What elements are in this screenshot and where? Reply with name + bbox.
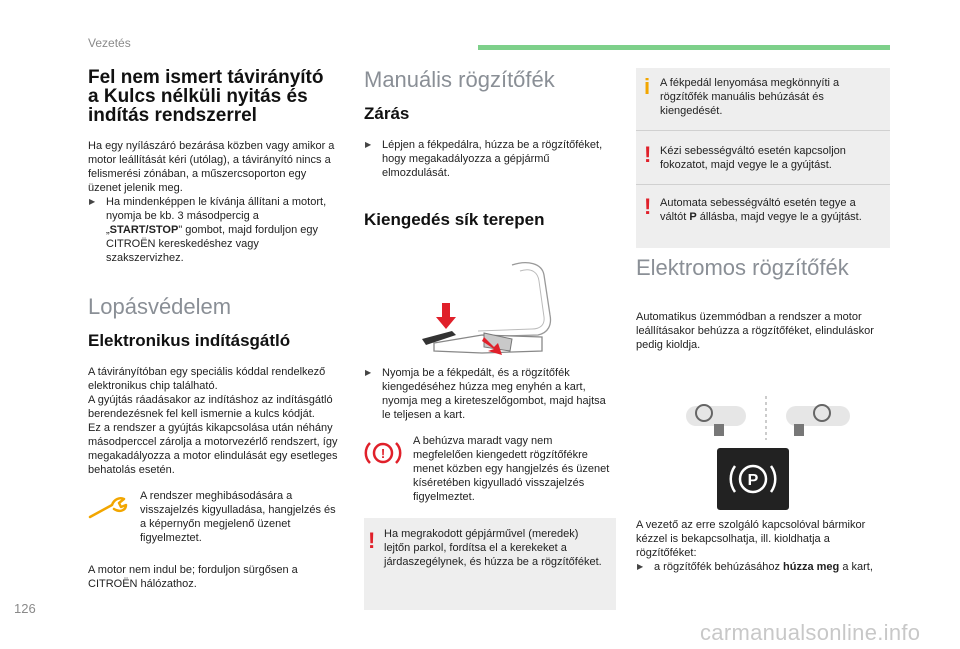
divider [636, 184, 890, 185]
dashboard-illustration [686, 396, 856, 436]
key-not-recognized-bullet: ▶ Ha mindenképpen le kívánja állítani a motort, nyomja be kb. 3 másodpercig a „START/STOP" gombot, majd forduljon egy CITROËN kereskedéshez vagy szakszervizhez. [88, 195, 338, 265]
electric-brake-bullet: ▶ a rögzítőfék behúzásához húzza meg a kart, [636, 560, 890, 574]
divider [636, 130, 890, 131]
notes-box [636, 68, 890, 248]
switch-label: P [747, 472, 759, 489]
electric-brake-body-2: A vezető az erre szolgáló kapcsolóval bármikor kézzel is bekapcsolhatja, ill. kioldhatja a rögzítőféket: [636, 519, 866, 559]
parking-brake-switch [717, 448, 789, 510]
key-not-recognized-intro: Ha egy nyílászáró bezárása közben vagy amikor a motor leállítását kéri (utólag), a távirányító nincs a felismerési zónában, a műszercsoporton egy üzenet jelenik meg. [88, 140, 335, 194]
wrench-note-text: A rendszer meghibásodására a visszajelzés kigyulladása, hangjelzés és a képernyőn megjelenő üzenet figyelmeztet. [140, 490, 336, 544]
immobiliser-subtitle: Elektronikus indításgátló [88, 331, 291, 350]
handbrake-lever-icon [412, 255, 572, 360]
locking-bullet: ▶ Lépjen a fékpedálra, húzza be a rögzítőféket, hogy megakadályozza a gépjármű elmozdulását. [364, 138, 614, 180]
wrench-note [88, 489, 338, 545]
release-subtitle: Kiengedés sík terepen [364, 210, 545, 229]
warning-icon: ! [368, 528, 376, 553]
warning-icon: ! [644, 194, 652, 219]
column-left [88, 68, 338, 591]
steering-wheel-icon [686, 396, 856, 440]
manual-brake-title: Manuális rögzítőfék [364, 67, 555, 92]
brake-warning-text: A behúzva maradt vagy nem megfelelően kiengedett rögzítőfékre menet közben egy hangjelzés és üzenet kíséretében kigyulladó visszajelzés figyelmeztet. [413, 435, 610, 503]
electric-brake-section [636, 256, 890, 352]
immobiliser-footer: A motor nem indul be; forduljon sürgősen a CITROËN hálózathoz. [88, 564, 298, 590]
slope-warning-text: Ha megrakodott gépjárművel (meredek) lejtőn parkol, fordítsa el a kerekeket a járdaszegélynek, és húzza be a rögzítőféket. [384, 528, 602, 568]
manual-gearbox-note: Kézi sebességváltó esetén kapcsoljon fokozatot, majd vegye le a gyújtást. [660, 145, 846, 171]
key-not-recognized-title: Fel nem ismert távirányító a Kulcs nélküli nyitás és indítás rendszerrel [88, 67, 324, 126]
electric-brake-manual [636, 518, 890, 574]
slope-warning-box [364, 518, 616, 610]
release-bullet-block [364, 366, 614, 422]
immobiliser-body: A távirányítóban egy speciális kóddal rendelkező elektronikus chip található. A gyújtás ráadásakor az indításhoz az indításgátló berendezésnek fel kell ismernie a kulcs kódját. Ez a rendszer a gyújtás kikapcsolása után néhány másodperccel zárolja a motorvezérlő rendszert, így megakadályozza a motor elindulását egy esetleges behatolás esetén. [88, 366, 338, 476]
svg-text:!: ! [380, 446, 386, 461]
electric-brake-body: Automatikus üzemmódban a rendszer a motor leállításakor behúzza a rögzítőféket, elinduláskor pedig kioldja. [636, 311, 874, 351]
locking-subtitle: Zárás [364, 104, 410, 123]
running-header: Vezetés [88, 36, 131, 50]
release-bullet: ▶ Nyomja be a fékpedált, és a rögzítőfék kiengedéséhez húzza meg enyhén a kart, nyomja meg a kireteszelőgombot, majd hajtsa le teljesen a kart. [364, 366, 614, 422]
automatic-gearbox-note: Automata sebességváltó esetén tegye a váltót P állásba, majd vegye le a gyújtást. [660, 197, 862, 223]
wrench-icon [88, 495, 130, 526]
watermark: carmanualsonline.info [700, 620, 921, 645]
antitheft-title: Lopásvédelem [88, 294, 232, 319]
electric-brake-title: Elektromos rögzítőfék [636, 255, 849, 280]
brake-warning-note [364, 434, 614, 504]
handbrake-illustration [412, 255, 572, 365]
warning-icon: ! [644, 142, 652, 167]
info-icon: i [644, 74, 651, 99]
info-note-text: A fékpedál lenyomása megkönnyíti a rögzítőfék manuális behúzását és kiengedését. [660, 77, 840, 117]
column-middle [364, 68, 614, 230]
header-accent-bar [478, 45, 890, 50]
page-number: 126 [14, 601, 36, 616]
brake-warning-light-icon [364, 438, 402, 473]
